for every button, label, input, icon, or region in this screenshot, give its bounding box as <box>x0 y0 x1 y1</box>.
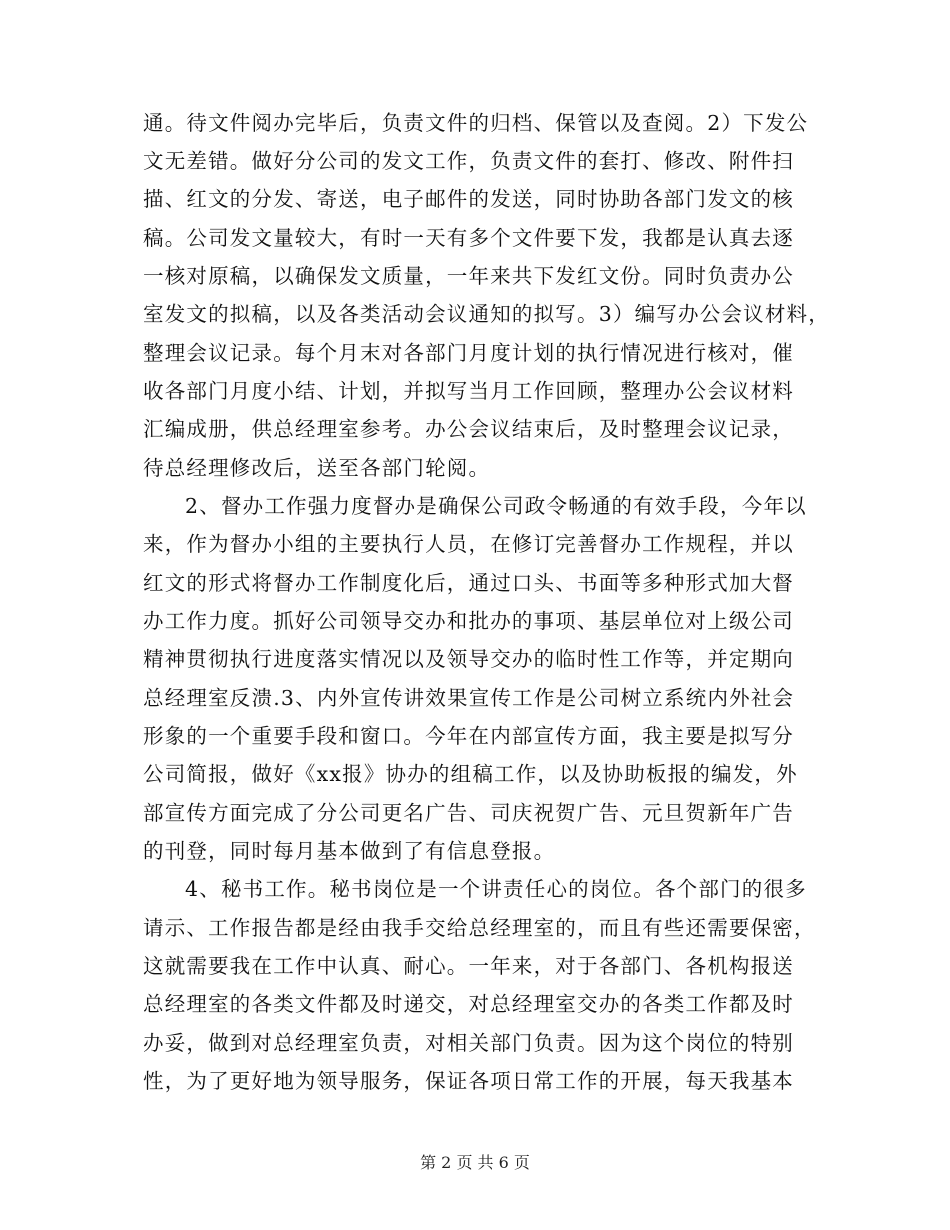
text-line: 形象的一个重要手段和窗口。今年在内部宣传方面，我主要是拟写分 <box>143 724 794 748</box>
text-line: 文无差错。做好分公司的发文工作，负责文件的套打、修改、附件扫 <box>143 149 794 173</box>
text-line: 性，为了更好地为领导服务，保证各项日常工作的开展，每天我基本 <box>143 1069 794 1093</box>
text-line: 总经理室的各类文件都及时递交，对总经理室交办的各类工作都及时 <box>143 992 794 1016</box>
text-line: 一核对原稿，以确保发文质量，一年来共下发红文份。同时负责办公 <box>143 264 794 288</box>
text-line: 精神贯彻执行进度落实情况以及领导交办的临时性工作等，并定期向 <box>143 647 794 671</box>
text-line: 的刊登，同时每月基本做到了有信息登报。 <box>143 839 556 863</box>
text-line: 办工作力度。抓好公司领导交办和批办的事项、基层单位对上级公司 <box>143 609 794 633</box>
text-line: 稿。公司发文量较大，有时一天有多个文件要下发，我都是认真去逐 <box>143 226 794 250</box>
page-number-footer: 第 2 页 共 6 页 <box>420 1153 530 1172</box>
text-line: 描、红文的分发、寄送，电子邮件的发送，同时协助各部门发文的核 <box>143 187 794 211</box>
text-line: 请示、工作报告都是经由我手交给总经理室的，而且有些还需要保密， <box>143 916 816 940</box>
text-line: 收各部门月度小结、计划，并拟写当月工作回顾，整理办公会议材料 <box>143 379 794 403</box>
text-line: 待总经理修改后，送至各部门轮阅。 <box>143 456 491 480</box>
text-line: 通。待文件阅办完毕后，负责文件的归档、保管以及查阅。2）下发公 <box>143 111 809 135</box>
text-line: 来，作为督办小组的主要执行人员，在修订完善督办工作规程，并以 <box>143 532 794 556</box>
text-line: 室发文的拟稿，以及各类活动会议通知的拟写。3）编写办公会议材料， <box>143 302 830 326</box>
text-line: 总经理室反溃.3、内外宣传讲效果宣传工作是公司树立系统内外社会 <box>143 686 795 710</box>
text-line: 整理会议记录。每个月末对各部门月度计划的执行情况进行核对，催 <box>143 341 794 365</box>
text-line: 公司简报，做好《xx报》协办的组稿工作，以及协助板报的编发，外 <box>143 762 798 786</box>
paragraph-start-line: 4、秘书工作。秘书岗位是一个讲责任心的岗位。各个部门的很多 <box>185 877 807 901</box>
text-line: 汇编成册，供总经理室参考。办公会议结束后，及时整理会议记录， <box>143 417 794 441</box>
text-line: 部宣传方面完成了分公司更名广告、司庆祝贺广告、元旦贺新年广告 <box>143 801 794 825</box>
text-line: 这就需要我在工作中认真、耐心。一年来，对于各部门、各机构报送 <box>143 954 794 978</box>
text-line: 办妥，做到对总经理室负责，对相关部门负责。因为这个岗位的特别 <box>143 1031 794 1055</box>
text-line: 红文的形式将督办工作制度化后，通过口头、书面等多种形式加大督 <box>143 571 794 595</box>
paragraph-start-line: 2、督办工作强力度督办是确保公司政令畅通的有效手段，今年以 <box>185 494 807 518</box>
